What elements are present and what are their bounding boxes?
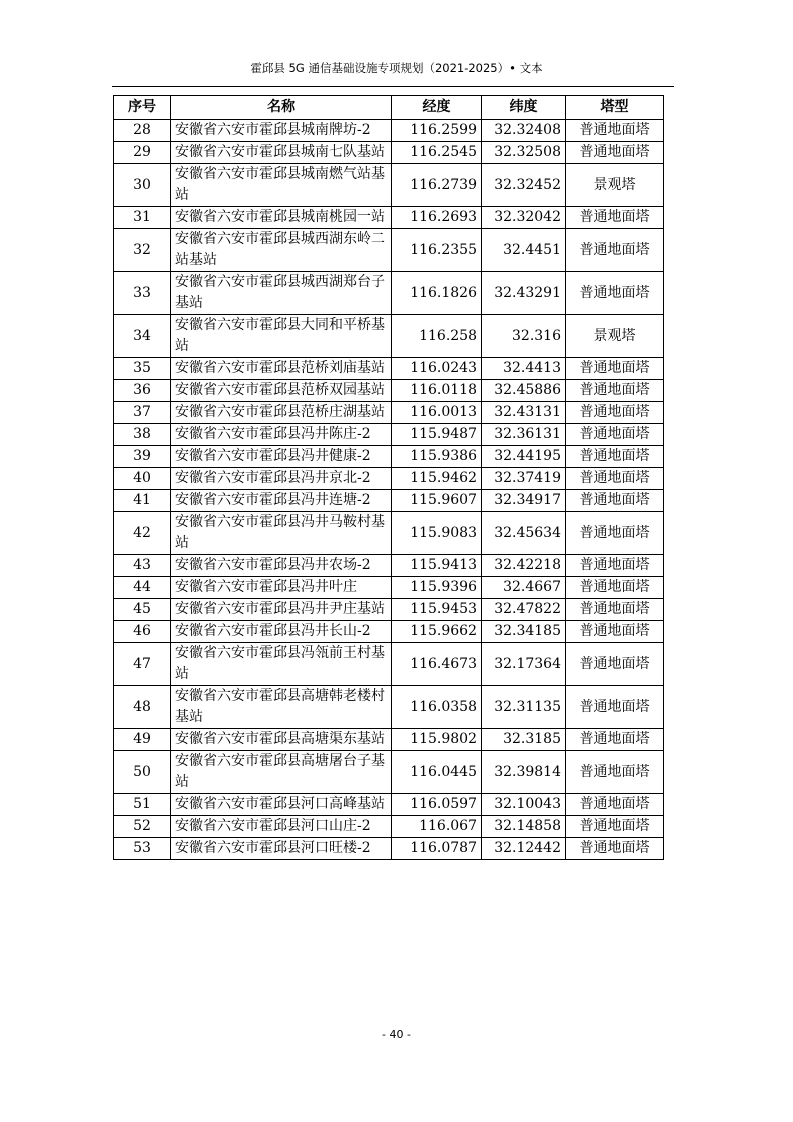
tower-type-cell: 普通地面塔 xyxy=(566,794,664,816)
table-row xyxy=(114,599,664,621)
latitude-cell: 32.44195 xyxy=(482,446,566,468)
name-cell: 安徽省六安市霍邱县大同和平桥基站 xyxy=(171,315,392,358)
tower-type-cell: 普通地面塔 xyxy=(566,599,664,621)
index-cell: 32 xyxy=(114,229,171,272)
name-cell: 安徽省六安市霍邱县冯井连塘-2 xyxy=(171,490,392,512)
longitude-cell: 116.0358 xyxy=(392,686,482,729)
longitude-cell: 115.9462 xyxy=(392,468,482,490)
index-cell: 35 xyxy=(114,358,171,380)
longitude-cell: 115.9386 xyxy=(392,446,482,468)
table-body xyxy=(114,120,664,860)
latitude-cell: 32.32452 xyxy=(482,164,566,207)
latitude-cell: 32.4413 xyxy=(482,358,566,380)
name-cell: 安徽省六安市霍邱县河口高峰基站 xyxy=(171,794,392,816)
longitude-cell: 115.9662 xyxy=(392,621,482,643)
longitude-cell: 115.9607 xyxy=(392,490,482,512)
longitude-cell: 115.9083 xyxy=(392,512,482,555)
latitude-cell: 32.34185 xyxy=(482,621,566,643)
latitude-cell: 32.42218 xyxy=(482,555,566,577)
name-cell: 安徽省六安市霍邱县冯井叶庄 xyxy=(171,577,392,599)
name-cell: 安徽省六安市霍邱县高塘渠东基站 xyxy=(171,729,392,751)
longitude-cell: 115.9802 xyxy=(392,729,482,751)
table-row xyxy=(114,512,664,555)
tower-type-cell: 景观塔 xyxy=(566,315,664,358)
index-cell: 45 xyxy=(114,599,171,621)
index-cell: 33 xyxy=(114,272,171,315)
tower-type-cell: 普通地面塔 xyxy=(566,490,664,512)
name-cell: 安徽省六安市霍邱县范桥庄湖基站 xyxy=(171,402,392,424)
index-cell: 40 xyxy=(114,468,171,490)
index-cell: 36 xyxy=(114,380,171,402)
base-station-table xyxy=(113,95,664,860)
latitude-cell: 32.45886 xyxy=(482,380,566,402)
longitude-cell: 116.0118 xyxy=(392,380,482,402)
table-row xyxy=(114,643,664,686)
latitude-cell: 32.45634 xyxy=(482,512,566,555)
longitude-cell: 115.9413 xyxy=(392,555,482,577)
tower-type-cell: 普通地面塔 xyxy=(566,142,664,164)
index-cell: 37 xyxy=(114,402,171,424)
longitude-cell: 116.0445 xyxy=(392,751,482,794)
latitude-cell: 32.4667 xyxy=(482,577,566,599)
index-cell: 34 xyxy=(114,315,171,358)
name-cell: 安徽省六安市霍邱县城南七队基站 xyxy=(171,142,392,164)
latitude-cell: 32.316 xyxy=(482,315,566,358)
name-cell: 安徽省六安市霍邱县城南燃气站基站 xyxy=(171,164,392,207)
latitude-cell: 32.32042 xyxy=(482,207,566,229)
tower-type-cell: 普通地面塔 xyxy=(566,555,664,577)
column-header-tower-type: 塔型 xyxy=(566,96,664,120)
index-cell: 41 xyxy=(114,490,171,512)
name-cell: 安徽省六安市霍邱县冯井京北-2 xyxy=(171,468,392,490)
longitude-cell: 116.0597 xyxy=(392,794,482,816)
table-row xyxy=(114,446,664,468)
longitude-cell: 115.9487 xyxy=(392,424,482,446)
index-cell: 30 xyxy=(114,164,171,207)
longitude-cell: 116.0243 xyxy=(392,358,482,380)
table-row xyxy=(114,142,664,164)
name-cell: 安徽省六安市霍邱县高塘韩老楼村基站 xyxy=(171,686,392,729)
table-header-row xyxy=(114,96,664,120)
longitude-cell: 115.9396 xyxy=(392,577,482,599)
longitude-cell: 116.2739 xyxy=(392,164,482,207)
name-cell: 安徽省六安市霍邱县冯瓴前王村基站 xyxy=(171,643,392,686)
table-row xyxy=(114,577,664,599)
page-number: - 40 - xyxy=(382,1028,411,1041)
latitude-cell: 32.37419 xyxy=(482,468,566,490)
tower-type-cell: 普通地面塔 xyxy=(566,729,664,751)
column-header-name: 名称 xyxy=(171,96,392,120)
table-row xyxy=(114,838,664,860)
index-cell: 50 xyxy=(114,751,171,794)
table-row xyxy=(114,794,664,816)
latitude-cell: 32.47822 xyxy=(482,599,566,621)
index-cell: 48 xyxy=(114,686,171,729)
latitude-cell: 32.39814 xyxy=(482,751,566,794)
table-row xyxy=(114,402,664,424)
latitude-cell: 32.32408 xyxy=(482,120,566,142)
index-cell: 52 xyxy=(114,816,171,838)
header-divider xyxy=(112,86,674,87)
tower-type-cell: 普通地面塔 xyxy=(566,686,664,729)
latitude-cell: 32.31135 xyxy=(482,686,566,729)
table-row xyxy=(114,621,664,643)
tower-type-cell: 普通地面塔 xyxy=(566,816,664,838)
longitude-cell: 116.2599 xyxy=(392,120,482,142)
table-row xyxy=(114,555,664,577)
table-row xyxy=(114,468,664,490)
latitude-cell: 32.4451 xyxy=(482,229,566,272)
index-cell: 43 xyxy=(114,555,171,577)
table-row xyxy=(114,272,664,315)
index-cell: 28 xyxy=(114,120,171,142)
longitude-cell: 116.0013 xyxy=(392,402,482,424)
tower-type-cell: 普通地面塔 xyxy=(566,358,664,380)
name-cell: 安徽省六安市霍邱县冯井农场-2 xyxy=(171,555,392,577)
index-cell: 53 xyxy=(114,838,171,860)
table-row xyxy=(114,816,664,838)
tower-type-cell: 普通地面塔 xyxy=(566,446,664,468)
table-row xyxy=(114,229,664,272)
index-cell: 38 xyxy=(114,424,171,446)
table-row xyxy=(114,380,664,402)
column-header-latitude: 纬度 xyxy=(482,96,566,120)
tower-type-cell: 普通地面塔 xyxy=(566,380,664,402)
column-header-index: 序号 xyxy=(114,96,171,120)
latitude-cell: 32.10043 xyxy=(482,794,566,816)
tower-type-cell: 普通地面塔 xyxy=(566,621,664,643)
index-cell: 29 xyxy=(114,142,171,164)
name-cell: 安徽省六安市霍邱县冯井尹庄基站 xyxy=(171,599,392,621)
latitude-cell: 32.12442 xyxy=(482,838,566,860)
longitude-cell: 116.067 xyxy=(392,816,482,838)
name-cell: 安徽省六安市霍邱县高塘屠台子基站 xyxy=(171,751,392,794)
tower-type-cell: 普通地面塔 xyxy=(566,120,664,142)
latitude-cell: 32.43291 xyxy=(482,272,566,315)
name-cell: 安徽省六安市霍邱县城西湖东岭二站基站 xyxy=(171,229,392,272)
table-row xyxy=(114,164,664,207)
longitude-cell: 115.9453 xyxy=(392,599,482,621)
tower-type-cell: 普通地面塔 xyxy=(566,424,664,446)
index-cell: 51 xyxy=(114,794,171,816)
tower-type-cell: 普通地面塔 xyxy=(566,577,664,599)
name-cell: 安徽省六安市霍邱县河口山庄-2 xyxy=(171,816,392,838)
latitude-cell: 32.17364 xyxy=(482,643,566,686)
longitude-cell: 116.1826 xyxy=(392,272,482,315)
name-cell: 安徽省六安市霍邱县冯井陈庄-2 xyxy=(171,424,392,446)
name-cell: 安徽省六安市霍邱县范桥双园基站 xyxy=(171,380,392,402)
index-cell: 42 xyxy=(114,512,171,555)
column-header-longitude: 经度 xyxy=(392,96,482,120)
tower-type-cell: 普通地面塔 xyxy=(566,838,664,860)
latitude-cell: 32.14858 xyxy=(482,816,566,838)
latitude-cell: 32.34917 xyxy=(482,490,566,512)
table-row xyxy=(114,424,664,446)
table-row xyxy=(114,686,664,729)
table-row xyxy=(114,751,664,794)
name-cell: 安徽省六安市霍邱县城南桃园一站 xyxy=(171,207,392,229)
tower-type-cell: 普通地面塔 xyxy=(566,643,664,686)
longitude-cell: 116.2545 xyxy=(392,142,482,164)
tower-type-cell: 景观塔 xyxy=(566,164,664,207)
tower-type-cell: 普通地面塔 xyxy=(566,402,664,424)
longitude-cell: 116.0787 xyxy=(392,838,482,860)
page-header: 霍邱县 5G 通信基础设施专项规划（2021-2025）• 文本 xyxy=(250,61,543,75)
table-row xyxy=(114,315,664,358)
table-row xyxy=(114,207,664,229)
longitude-cell: 116.2693 xyxy=(392,207,482,229)
index-cell: 46 xyxy=(114,621,171,643)
longitude-cell: 116.2355 xyxy=(392,229,482,272)
latitude-cell: 32.43131 xyxy=(482,402,566,424)
tower-type-cell: 普通地面塔 xyxy=(566,512,664,555)
latitude-cell: 32.3185 xyxy=(482,729,566,751)
name-cell: 安徽省六安市霍邱县范桥刘庙基站 xyxy=(171,358,392,380)
index-cell: 49 xyxy=(114,729,171,751)
name-cell: 安徽省六安市霍邱县冯井马鞍村基站 xyxy=(171,512,392,555)
name-cell: 安徽省六安市霍邱县城西湖郑台子基站 xyxy=(171,272,392,315)
latitude-cell: 32.36131 xyxy=(482,424,566,446)
tower-type-cell: 普通地面塔 xyxy=(566,272,664,315)
index-cell: 47 xyxy=(114,643,171,686)
name-cell: 安徽省六安市霍邱县河口旺楼-2 xyxy=(171,838,392,860)
index-cell: 39 xyxy=(114,446,171,468)
index-cell: 31 xyxy=(114,207,171,229)
tower-type-cell: 普通地面塔 xyxy=(566,207,664,229)
table-row xyxy=(114,729,664,751)
latitude-cell: 32.32508 xyxy=(482,142,566,164)
longitude-cell: 116.4673 xyxy=(392,643,482,686)
table-row xyxy=(114,120,664,142)
table-row xyxy=(114,490,664,512)
name-cell: 安徽省六安市霍邱县冯井长山-2 xyxy=(171,621,392,643)
tower-type-cell: 普通地面塔 xyxy=(566,751,664,794)
longitude-cell: 116.258 xyxy=(392,315,482,358)
tower-type-cell: 普通地面塔 xyxy=(566,468,664,490)
table-row xyxy=(114,358,664,380)
index-cell: 44 xyxy=(114,577,171,599)
name-cell: 安徽省六安市霍邱县冯井健康-2 xyxy=(171,446,392,468)
name-cell: 安徽省六安市霍邱县城南牌坊-2 xyxy=(171,120,392,142)
tower-type-cell: 普通地面塔 xyxy=(566,229,664,272)
